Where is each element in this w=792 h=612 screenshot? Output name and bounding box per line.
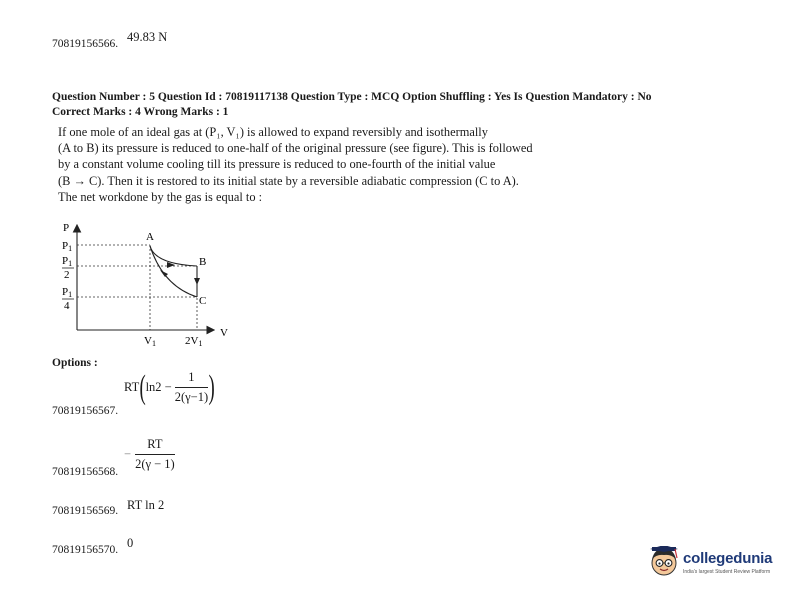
adiabatic-curve-c-to-a — [150, 246, 197, 297]
svg-text:4: 4 — [64, 300, 70, 312]
option-1-id: 70819156567. — [52, 405, 119, 417]
question-meta: Question Number : 5 Question Id : 70819117138 Question Type : MCQ Option Shuffling : Yes Is Question Mandatory : No — [52, 91, 652, 103]
x-tick-2v1: 2V1 — [185, 335, 203, 348]
svg-text:P1: P1 — [62, 255, 73, 268]
y-tick-p1-quarter — [62, 286, 74, 312]
x-tick-v1: V1 — [144, 335, 156, 348]
logo-name: collegedunia — [683, 550, 773, 567]
question-marks: Correct Marks : 4 Wrong Marks : 1 — [52, 106, 229, 118]
question-line: (B → C). Then it is restored to its initial state by a reversible adiabatic compression (C to A). — [58, 173, 519, 188]
previous-option-id: 70819156566. — [52, 38, 119, 50]
y-axis-label: P — [63, 222, 70, 234]
options-label: Options : — [52, 357, 98, 369]
option-2-expression[interactable] — [124, 437, 175, 472]
option-4-id: 70819156570. — [52, 544, 119, 556]
option-3-text[interactable]: RT ln 2 — [127, 498, 165, 512]
option-2-fraction: $\frac{RT}{2(\gamma - 1)}$ — [135, 437, 175, 471]
y-tick-p1-half — [62, 255, 74, 281]
collegedunia-logo — [649, 546, 779, 582]
option-1-term: ln2 − — [145, 380, 172, 394]
point-c-label: C — [199, 295, 207, 307]
option-1-paren-close: ) — [208, 368, 215, 406]
option-3-id: 70819156569. — [52, 505, 119, 517]
option-4-text[interactable]: 0 — [127, 536, 134, 550]
svg-text:P1: P1 — [62, 286, 73, 299]
point-b-label: B — [199, 256, 207, 268]
question-line: If one mole of an ideal gas at (P₁, V₁) is allowed to expand reversibly and isothermally — [58, 125, 488, 139]
mascot-icon — [649, 546, 679, 580]
question-line: The net workdone by the gas is equal to : — [58, 189, 263, 204]
pv-diagram — [55, 218, 245, 348]
y-tick-p1 — [62, 240, 72, 253]
svg-text:2: 2 — [64, 269, 70, 281]
option-1-fraction: $\frac{1}{2(\gamma-1)}$ — [174, 370, 209, 404]
logo-tagline: India's largest Student Review Platform — [683, 569, 771, 575]
question-line: (A to B) its pressure is reduced to one-half of the original pressure (see figure). This is followed — [58, 141, 533, 156]
option-2-sign: − — [124, 447, 132, 461]
question-text — [58, 124, 598, 205]
svg-text:P1: P1 — [62, 240, 73, 253]
question-line: by a constant volume cooling till its pressure is reduced to one-fourth of the initial value — [58, 157, 496, 172]
x-axis-label: V — [220, 327, 228, 339]
option-1-prefix: RT — [124, 380, 140, 394]
option-1-paren-open: ( — [139, 368, 147, 406]
point-a-label: A — [146, 231, 154, 243]
option-2-id: 70819156568. — [52, 466, 119, 478]
previous-option-value: 49.83 N — [127, 30, 168, 44]
option-1-expression[interactable] — [124, 370, 217, 405]
